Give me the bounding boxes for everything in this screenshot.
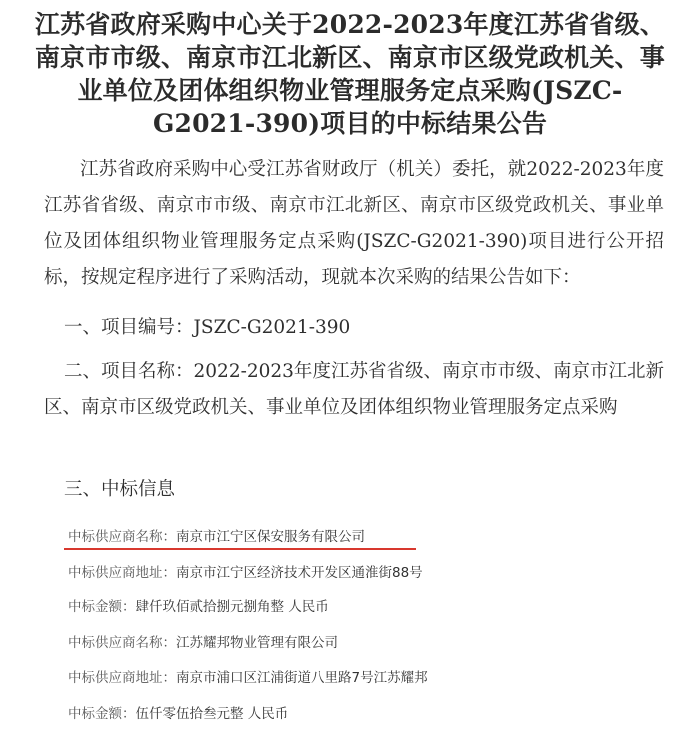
- winner-2-amount-row: [68, 704, 288, 724]
- intro-paragraph: 江苏省政府采购中心受江苏省财政厅（机关）委托，就2022-2023年度江苏省省级、南京市市级、南京市江北新区、南京市区级党政机关、事业单位及团体组织物业管理服务定点采购(JSZC-G2021-390)项目进行公开招标，按规定程序进行了采购活动，现就本次采购的结果公告如下：: [44, 159, 664, 288]
- winner-1-address-row: [68, 563, 423, 583]
- winner-2-address-value: 南京市浦口区江浦街道八里路7号江苏耀邦: [176, 670, 428, 686]
- winner-2-amount-label: 中标金额：: [68, 706, 136, 722]
- winner-1-amount-value: 肆仟玖佰贰拾捌元捌角整 人民币: [135, 599, 329, 615]
- winner-1-name-row: [68, 527, 365, 547]
- winner-1-amount-label: 中标金额：: [68, 599, 136, 615]
- project-number: 一、项目编号：JSZC-G2021-390: [64, 317, 351, 338]
- winner-2-name-row: [68, 633, 338, 653]
- winner-1-name-value: 南京市江宁区保安服务有限公司: [176, 529, 365, 545]
- highlight-underline: [64, 548, 416, 550]
- award-info-heading: 三、中标信息: [64, 479, 176, 500]
- project-name: 二、项目名称：2022-2023年度江苏省省级、南京市市级、南京市江北新区、南京市区级党政机关、事业单位及团体组织物业管理服务定点采购: [44, 361, 664, 418]
- winner-2-name-value: 江苏耀邦物业管理有限公司: [176, 635, 338, 651]
- winner-2-address-row: [68, 668, 428, 688]
- winner-1-address-value: 南京市江宁区经济技术开发区通淮街88号: [176, 565, 423, 581]
- winner-1-amount-row: [68, 597, 329, 617]
- winner-2-address-label: 中标供应商地址：: [68, 670, 176, 686]
- winner-1-name-label: 中标供应商名称：: [68, 529, 176, 545]
- page-title: 江苏省政府采购中心关于2022-2023年度江苏省省级、南京市市级、南京市江北新区、南京市区级党政机关、事业单位及团体组织物业管理服务定点采购(JSZC-G2021-390)项目的中标结果公告: [34, 10, 666, 138]
- winner-2-name-label: 中标供应商名称：: [68, 635, 176, 651]
- winner-2-amount-value: 伍仟零伍拾叁元整 人民币: [135, 706, 289, 722]
- winner-1-address-label: 中标供应商地址：: [68, 565, 176, 581]
